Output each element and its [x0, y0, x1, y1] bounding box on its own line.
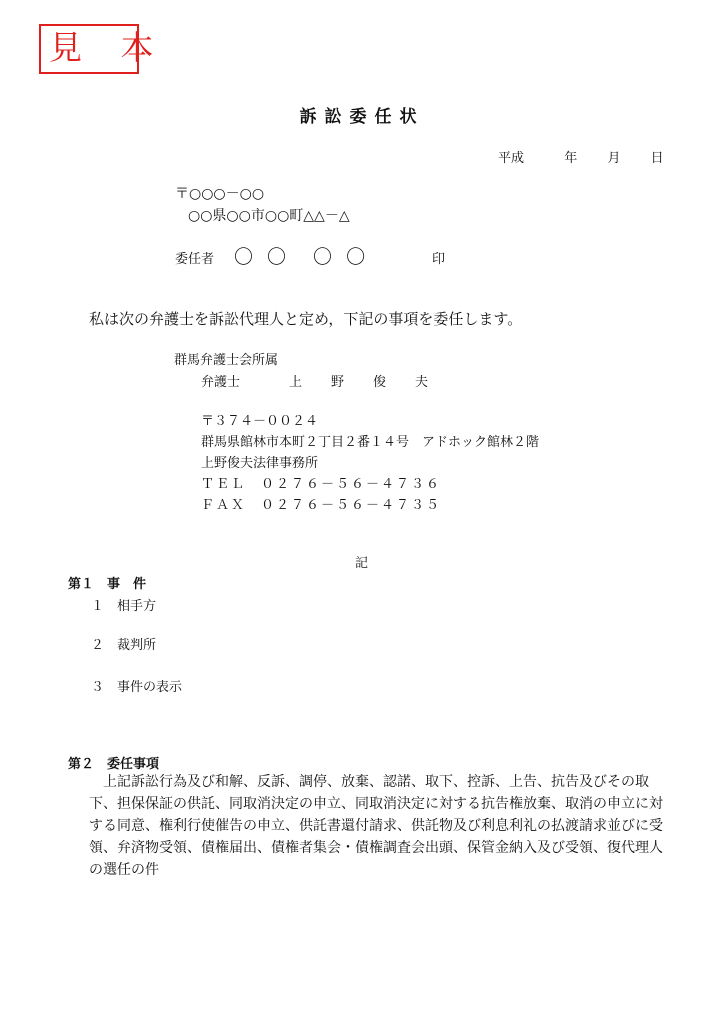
delegation-statement: 私は次の弁護士を訴訟代理人と定め，下記の事項を委任します。: [89, 310, 523, 328]
principal-name: 〇 〇 〇 〇: [234, 246, 370, 268]
date-month: 月: [607, 151, 621, 166]
attorney-title: 弁護士: [201, 375, 241, 390]
principal-address: ○○県○○市○○町△△－△: [188, 208, 350, 224]
attorney-address: 群馬県館林市本町２丁目２番１４号 アドホック館林２階: [201, 435, 540, 450]
sample-stamp: 見 本: [39, 24, 139, 74]
document-title: 訴訟委任状: [299, 107, 425, 127]
attorney-tel: ＴＥＬ ０２７６－５６－４７３６: [201, 477, 442, 492]
section2-body: 上記訴訟行為及び和解、反訴、調停、放棄、認諾、取下、控訴、上告、抗告及びその取下、担保保証の供託、同取消決定の申立、同取消決定に対する抗告権放棄、取消の申立に対する同意、権利行使催告の申立、供託書還付請求、供託物及び利息利礼の払渡請求並びに受領、弁済物受領、債権届出、債権者集会・債権調査会出頭、保管金納入及び受領、復代理人の選任の件: [89, 774, 663, 878]
date-era: 平成: [498, 151, 525, 166]
date-line: [498, 147, 664, 166]
principal-postal: 〒○○○－○○: [175, 186, 265, 202]
ki-heading: 記: [355, 556, 369, 571]
attorney-affiliation: 群馬弁護士会所属: [174, 353, 279, 368]
section1-heading: 第１ 事 件: [68, 577, 147, 592]
section1-item-opponent: １ 相手方: [91, 599, 157, 614]
section1-item-case: ３ 事件の表示: [91, 680, 183, 695]
section2-heading: 第２ 委任事項: [68, 757, 160, 772]
principal-label: 委任者: [175, 252, 215, 267]
seal-mark: 印: [432, 252, 446, 267]
attorney-fax: ＦＡＸ ０２７６－５６－４７３５: [201, 498, 442, 513]
section1-item-court: ２ 裁判所: [91, 638, 157, 653]
date-year: 年: [564, 151, 578, 166]
date-day: 日: [650, 151, 664, 166]
attorney-office: 上野俊夫法律事務所: [201, 456, 319, 471]
attorney-postal: 〒３７４－００２４: [201, 414, 319, 429]
attorney-name: 上 野 俊 夫: [289, 375, 437, 390]
